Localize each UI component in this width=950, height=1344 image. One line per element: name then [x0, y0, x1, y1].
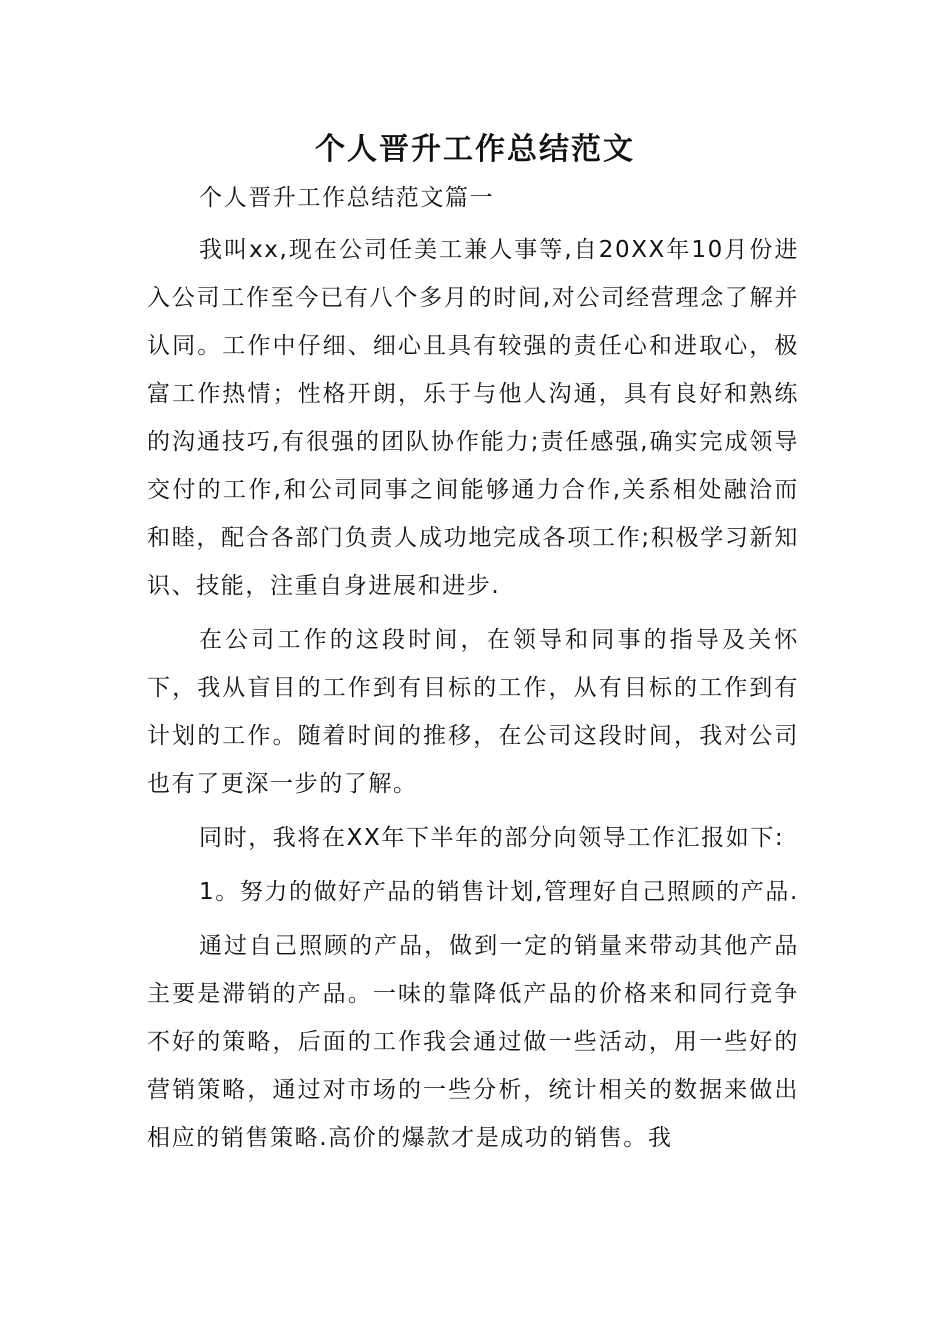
paragraph-sales-strategy: 通过自己照顾的产品，做到一定的销量来带动其他产品主要是滞销的产品。一味的靠降低产品的价格来和同行竞争不好的策略，后面的工作我会通过做一些活动，用一些好的营销策略，通过对市场的一些分析，统计相关的数据来做出相应的销售策略.高价的爆款才是成功的销售。我 [147, 933, 799, 1151]
document-body [147, 174, 799, 1168]
paragraph-intro: 我叫xx,现在公司任美工兼人事等,自20XX年10月份进入公司工作至今已有八个多月的时间,对公司经营理念了解并认同。工作中仔细、细心且具有较强的责任心和进取心，极富工作热情；性格开朗，乐于与他人沟通，具有良好和熟练的沟通技巧,有很强的团队协作能力;责任感强,确实完成领导交付的工作,和公司同事之间能够通力合作,关系相处融洽而和睦，配合各部门负责人成功地完成各项工作;积极学习新知识、技能，注重自身进展和进步. [147, 237, 799, 599]
paragraph-experience: 在公司工作的这段时间，在领导和同事的指导及关怀下，我从盲目的工作到有目标的工作，从有目标的工作到有计划的工作。随着时间的推移，在公司这段时间，我对公司也有了更深一步的了解。 [147, 627, 799, 797]
document-title: 个人晋升工作总结范文 [315, 132, 635, 167]
section-heading: 个人晋升工作总结范文篇一 [199, 185, 495, 211]
paragraph-item-1: 1。努力的做好产品的销售计划,管理好自己照顾的产品. [199, 879, 799, 905]
paragraph-report-lead: 同时，我将在XX年下半年的部分向领导工作汇报如下: [199, 825, 785, 851]
